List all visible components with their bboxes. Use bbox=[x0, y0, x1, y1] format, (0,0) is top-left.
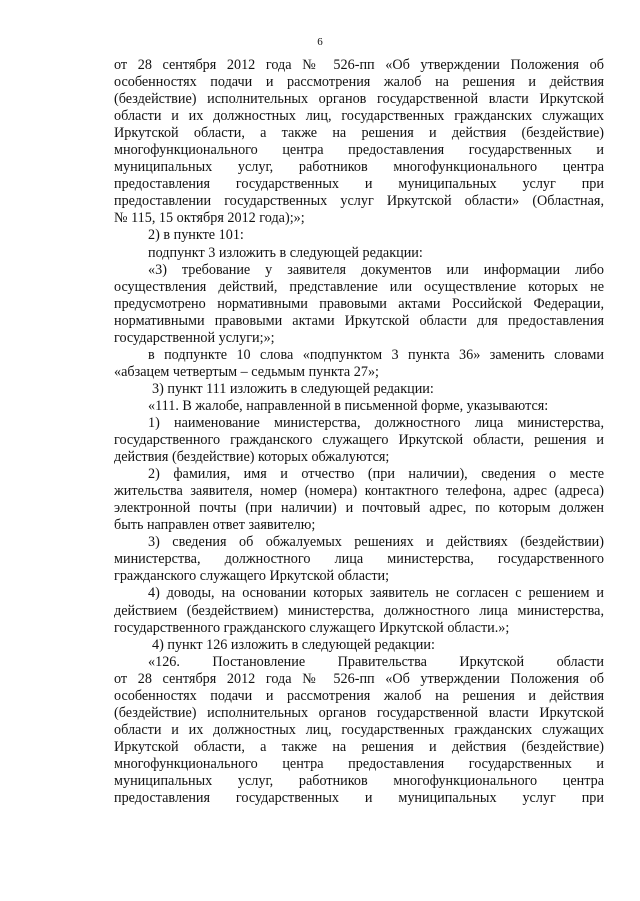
text-line: от 28 сентября 2012 года № 526-пп «Об утверждении Положения об bbox=[114, 57, 604, 73]
paragraph-item-2: 2) в пункте 101: bbox=[148, 227, 244, 244]
text-line: нормативными правовыми актами Иркутской области для предоставления bbox=[114, 312, 604, 329]
text-line: Иркутской области, а также на решения и действия (бездействие) bbox=[114, 125, 604, 142]
text-line: области и их должностных лиц, государственных гражданских служащих bbox=[114, 721, 604, 738]
text-line: «126. Постановление Правительства Иркутской области bbox=[148, 653, 604, 670]
text-line: № 115, 15 октября 2012 года);»; bbox=[114, 210, 305, 227]
text-line: электронной почты (при наличии) и почтовый адрес, по которым должен bbox=[114, 500, 604, 517]
text-line: 1) наименование министерства, должностного лица министерства, bbox=[148, 414, 604, 431]
text-line: муниципальных услуг, работников многофункционального центра bbox=[114, 159, 604, 176]
paragraph-quote-3 bbox=[114, 262, 604, 347]
text-line: быть направлен ответ заявителю; bbox=[114, 517, 316, 534]
text-line: от 28 сентября 2012 года № 526-пп «Об утверждении Положения об bbox=[114, 670, 604, 687]
text-line: области и их должностных лиц, государственных гражданских служащих bbox=[114, 108, 604, 125]
text-line: особенностях подачи и рассмотрения жалоб на решения и действия bbox=[114, 687, 604, 704]
paragraph-item-4: 4) пункт 126 изложить в следующей редакции: bbox=[152, 636, 435, 653]
text-line: (бездействие) исполнительных органов государственной власти Иркутской bbox=[114, 704, 604, 721]
paragraph-111-item-3 bbox=[114, 534, 604, 585]
text-line: предусмотрено нормативными правовыми актами Российской Федерации, bbox=[114, 295, 604, 312]
text-line: в подпункте 10 слова «подпунктом 3 пункта 36» заменить словами bbox=[148, 346, 604, 363]
text-line: Иркутской области, а также на решения и действия (бездействие) bbox=[114, 738, 604, 755]
paragraph-111-item-1 bbox=[114, 415, 604, 466]
paragraph-item-3: 3) пункт 111 изложить в следующей редакции: bbox=[152, 380, 434, 397]
page-number: 6 bbox=[317, 36, 323, 48]
text-line: 4) доводы, на основании которых заявитель не согласен с решением и bbox=[148, 585, 604, 602]
text-line: особенностях подачи и рассмотрения жалоб на решения и действия bbox=[114, 74, 604, 91]
text-line: министерства, должностного лица министерства, государственного bbox=[114, 551, 604, 568]
document-body bbox=[114, 57, 604, 807]
paragraph-subitem-10 bbox=[114, 347, 604, 381]
paragraph-resolution-reference bbox=[114, 57, 604, 227]
text-line: 3) сведения об обжалуемых решениях и действиях (бездействии) bbox=[148, 534, 604, 551]
text-line: 2) фамилия, имя и отчество (при наличии), сведения о месте bbox=[148, 466, 604, 483]
paragraph-subitem-3: подпункт 3 изложить в следующей редакции: bbox=[148, 244, 423, 261]
text-line: муниципальных услуг, работников многофункционального центра bbox=[114, 772, 604, 789]
text-line: государственного гражданского служащего Иркутской области.»; bbox=[114, 619, 510, 636]
paragraph-quote-111: «111. В жалобе, направленной в письменной форме, указываются: bbox=[148, 397, 549, 414]
text-line: действия (бездействие) которых обжалуются; bbox=[114, 449, 390, 466]
text-line: «3) требование у заявителя документов или информации либо bbox=[148, 261, 604, 278]
text-line: предоставлении государственных услуг Иркутской области» (Областная, bbox=[114, 193, 604, 210]
text-line: (бездействие) исполнительных органов государственной власти Иркутской bbox=[114, 91, 604, 108]
text-line: многофункционального центра предоставления государственных и bbox=[114, 755, 604, 772]
text-line: гражданского служащего Иркутской области; bbox=[114, 568, 390, 585]
paragraph-111-item-2 bbox=[114, 466, 604, 534]
text-line: государственного гражданского служащего Иркутской области, решения и bbox=[114, 432, 604, 449]
text-line: многофункционального центра предоставления государственных и bbox=[114, 142, 604, 159]
paragraph-111-item-4 bbox=[114, 585, 604, 636]
text-line: государственной услуги;»; bbox=[114, 329, 275, 346]
paragraph-quote-126 bbox=[114, 654, 604, 807]
text-line: действием (бездействием) министерства, должностного лица министерства, bbox=[114, 602, 604, 619]
text-line: осуществления действий, представление или осуществление которых не bbox=[114, 278, 604, 295]
text-line: жительства заявителя, номер (номера) контактного телефона, адрес (адреса) bbox=[114, 483, 604, 500]
text-line: предоставления государственных и муниципальных услуг при bbox=[114, 790, 604, 807]
text-line: «абзацем четвертым – седьмым пункта 27»; bbox=[114, 363, 380, 380]
text-line: предоставления государственных и муниципальных услуг при bbox=[114, 176, 604, 193]
